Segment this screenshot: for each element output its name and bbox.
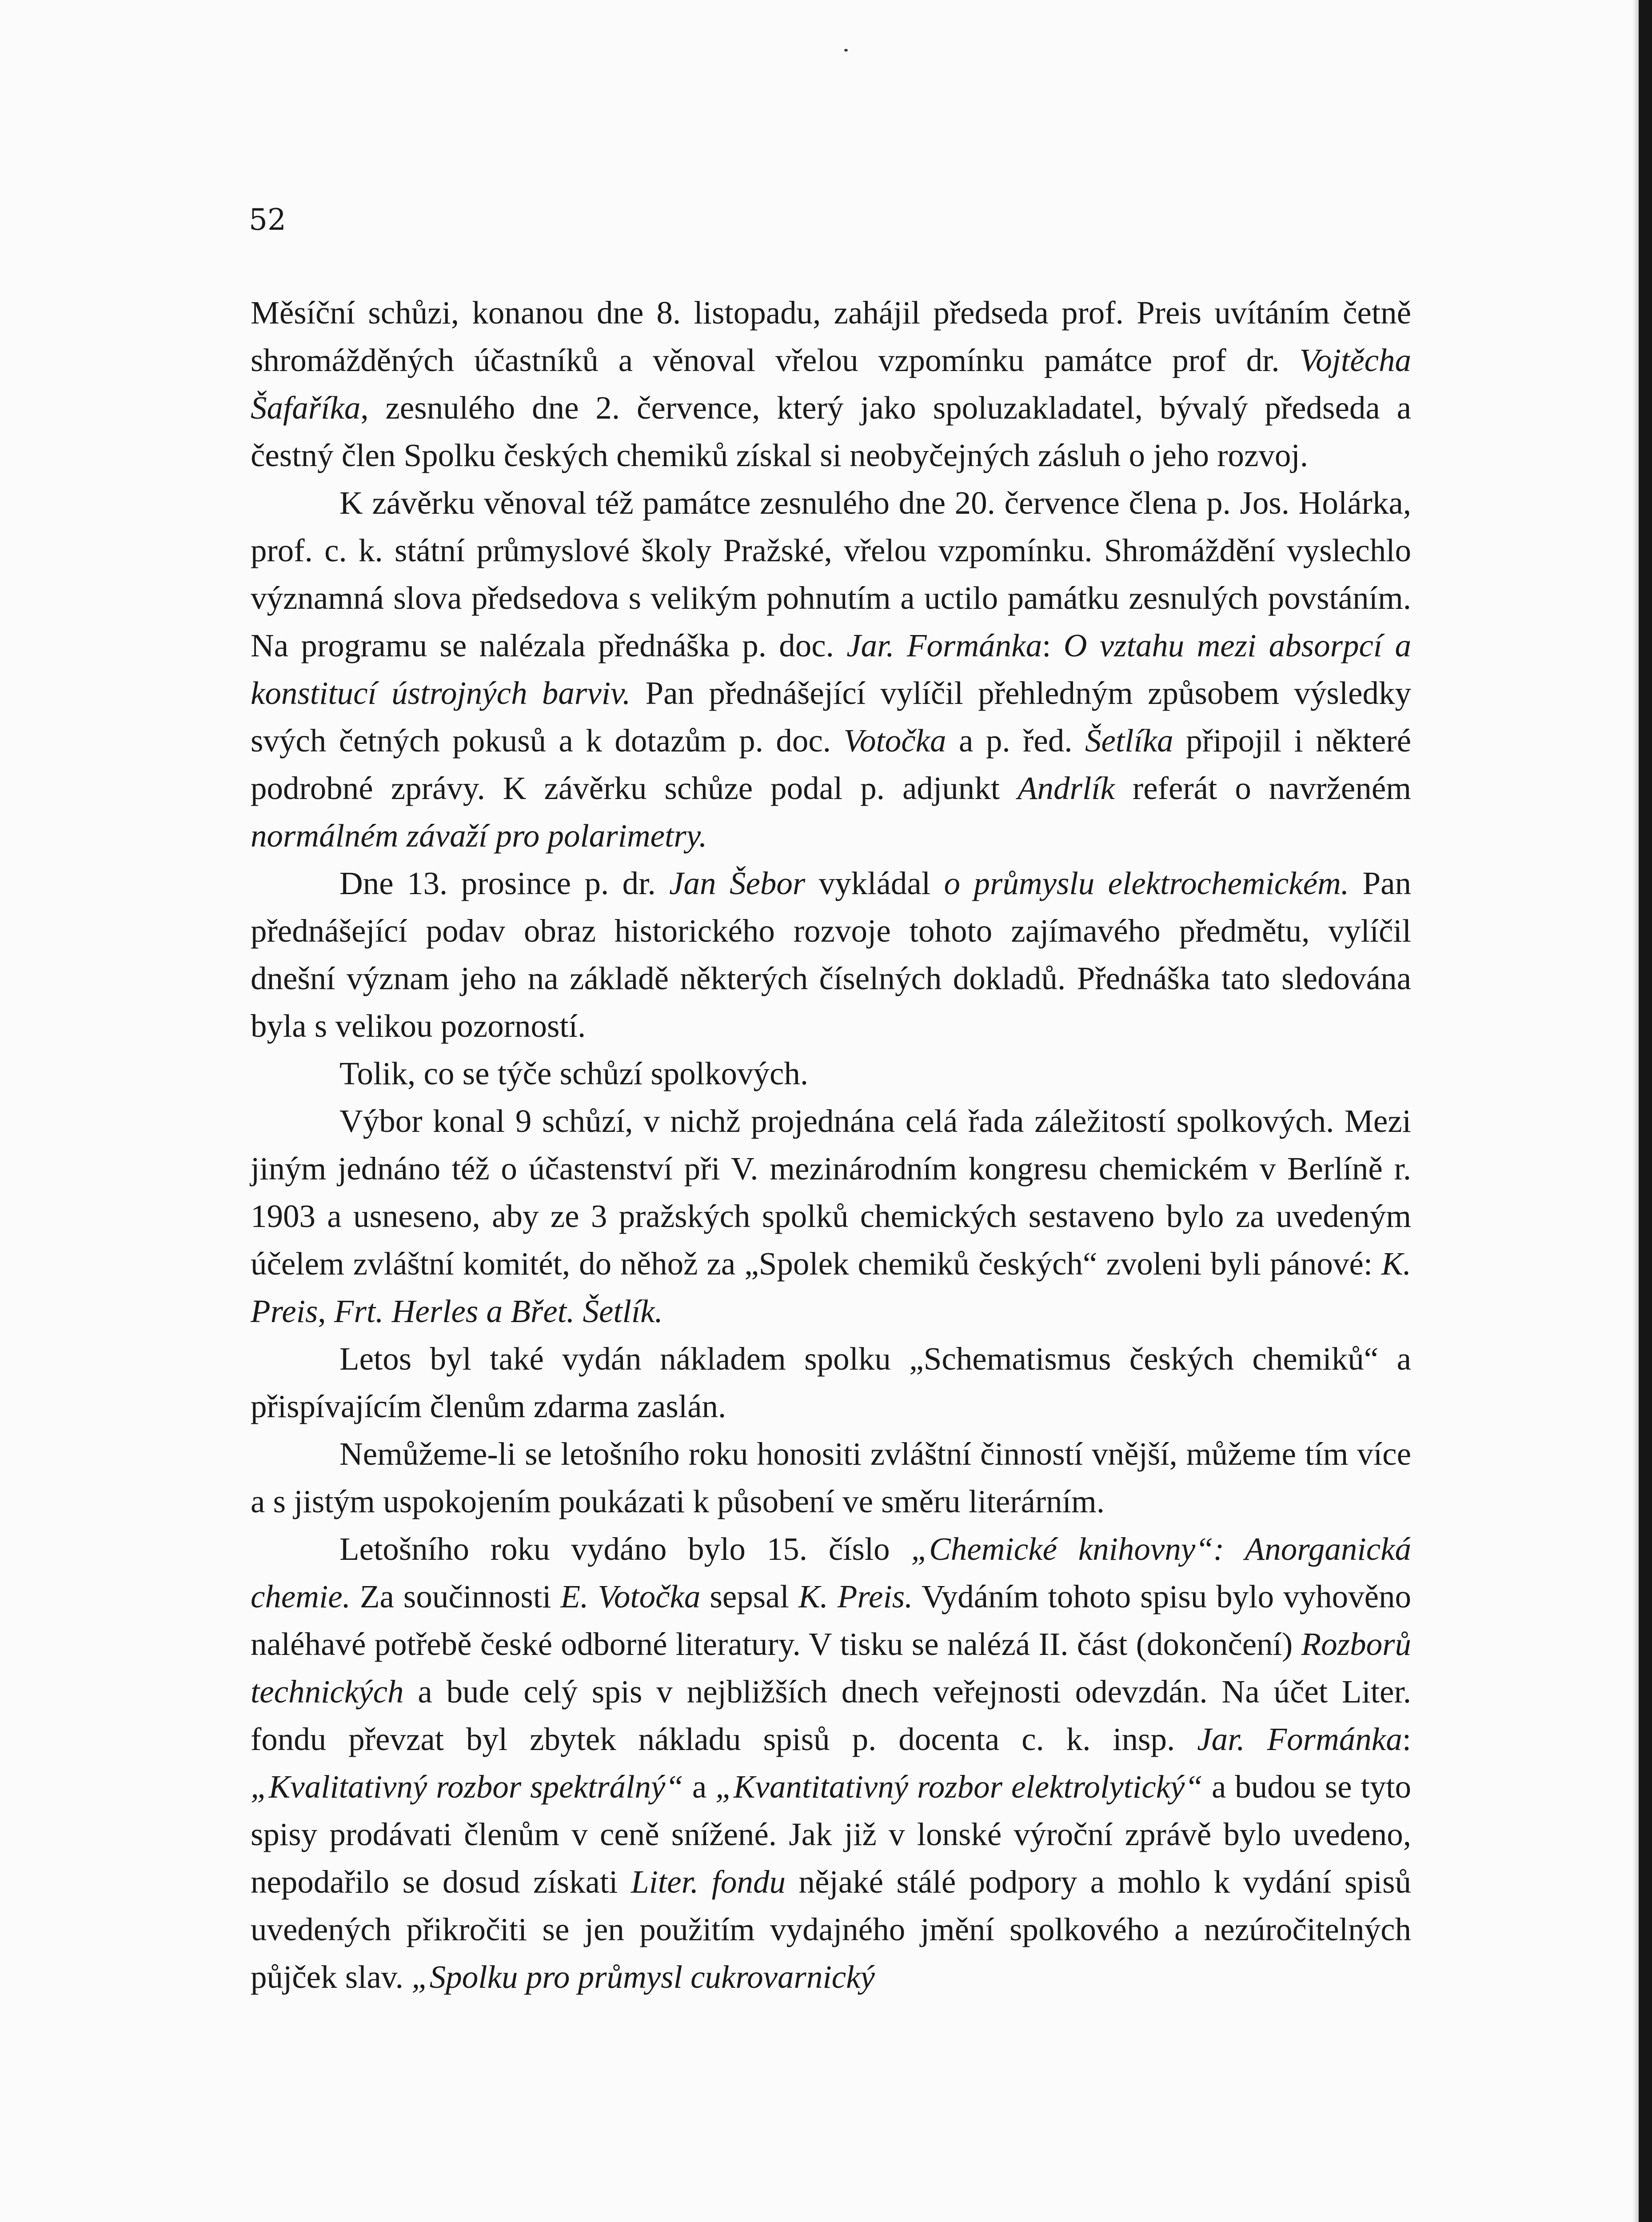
body-text [251, 289, 1411, 2001]
page-edge-shadow [1632, 0, 1639, 2222]
text-run: připojil i některé podrobné zprávy. K závěrku schůze podal p. adjunkt [251, 723, 1411, 806]
text-run: Tolik, co se týče schůzí spolkových. [339, 1055, 809, 1091]
italic-run: Frt. Herles a Břet. Šetlík. [334, 1293, 663, 1329]
italic-run: Rozborů technických [251, 1626, 1411, 1710]
text-run: : [1402, 1721, 1411, 1757]
paragraph [251, 1525, 1411, 2001]
italic-run: Jar. Formánka [846, 627, 1042, 663]
text-run: Dne 13. prosince p. dr. [339, 865, 670, 901]
italic-run: normálném závaží pro polarimetry. [251, 818, 707, 854]
italic-run: Jan Šebor [669, 865, 806, 901]
italic-run: o průmyslu elektrochemickém. [944, 865, 1349, 901]
italic-run: Jar. Formánka [1197, 1721, 1402, 1757]
text-run: Letos byl také vydán nákladem spolku „Schematismus českých chemiků“ a přispívajícím členům zdarma zaslán. [251, 1341, 1411, 1424]
italic-run: K. Preis. [798, 1579, 913, 1615]
italic-run: „Spolku pro průmysl cukrovarnický [411, 1959, 875, 1995]
italic-run: „Chemické knihovny“: Anorganická chemie. [251, 1531, 1411, 1615]
paragraph [251, 1097, 1411, 1335]
text-run: referát o navrženém [1114, 770, 1412, 806]
text-run: Měsíční schůzi, konanou dne 8. listopadu, zahájil předseda prof. Preis uvítáním četně shromážděných účastníků a věnoval vřelou vzpomínku památce prof dr. [251, 295, 1411, 378]
italic-run: „Kvantitativný rozbor elektrolytický“ [715, 1769, 1203, 1805]
text-run: Letošního roku vydáno bylo 15. číslo [339, 1531, 911, 1567]
text-run: Pan přednášející vylíčil přehledným způsobem výsledky svých četných pokusů a k dotazům p. doc. [251, 675, 1412, 759]
italic-run: K. Preis [251, 1246, 1411, 1329]
text-run: : [1042, 627, 1064, 663]
paragraph [251, 479, 1411, 859]
page-number: 52 [249, 203, 286, 237]
italic-run: Andrlík [1017, 770, 1115, 806]
text-run: Výbor konal 9 schůzí, v nichž projednána celá řada záležitostí spolkových. Mezi jiným jednáno též o účastenství při V. mezinárodním kongresu chemickém v Berlíně r. 1903 a usneseno, aby ze 3 pražských spolků chemických sestaveno bylo za uvedeným účelem zvláštní komitét, do něhož za „Spolek chemiků českých“ zvoleni byli pánové: [251, 1103, 1411, 1282]
italic-run: Votočka [843, 723, 946, 759]
text-run: , zesnulého dne 2. července, který jako spoluzakladatel, bývalý předseda a čestný člen Spolku českých chemiků získal si neobyčejných zásluh o jeho rozvoj. [251, 390, 1411, 473]
italic-run: Liter. fondu [631, 1864, 786, 1900]
paragraph [251, 859, 1411, 1050]
italic-run: Šetlíka [1085, 723, 1173, 759]
text-run: sepsal [700, 1579, 798, 1615]
text-run: , [318, 1293, 334, 1329]
paragraph [251, 1050, 1411, 1097]
text-run: Nemůžeme-li se letošního roku honositi zvláštní činností vnější, můžeme tím více a s jistým uspokojením poukázati k působení ve směru literárním. [251, 1436, 1411, 1519]
text-run: a p. řed. [946, 723, 1085, 759]
text-run: a budou se tyto spisy prodávati členům v ceně snížené. Jak již v lonské výroční zprávě bylo uvedeno, nepodařilo se dosud získati [251, 1769, 1412, 1900]
text-run: a [683, 1769, 716, 1805]
text-run: nějaké stálé podpory a mohlo k vydání spisů uvedených přikročiti se jen použitím vydajného jmění spolkového a nezúročitelných půjček slav. [251, 1864, 1411, 1995]
paragraph [251, 289, 1411, 479]
italic-run: „Kvalitativný rozbor spektrálný“ [251, 1769, 683, 1805]
text-run: a bude celý spis v nejbližších dnech veřejnosti odevzdán. Na účet Liter. fondu převzat byl zbytek nákladu spisů p. docenta c. k. insp. [251, 1674, 1411, 1757]
paragraph [251, 1430, 1411, 1525]
paragraph [251, 1335, 1411, 1430]
italic-run: O vztahu mezi absorpcí a konstitucí ústrojných barviv. [251, 627, 1411, 711]
italic-run: Vojtěcha Šafaříka [251, 342, 1411, 426]
text-run: Za součinnosti [350, 1579, 561, 1615]
text-run: K závěrku věnoval též památce zesnulého dne 20. července člena p. Jos. Holárka, prof. c. k. státní průmyslové školy Pražské, vřelou vzpomínku. Shromáždění vyslechlo významná slova předsedova s velikým pohnutím a uctilo památku zesnulých povstáním. Na programu se nalézala přednáška p. doc. [251, 485, 1411, 663]
italic-run: E. Votočka [560, 1579, 701, 1615]
ink-speck [844, 49, 848, 52]
text-run: vykládal [805, 865, 944, 901]
scan-border [1639, 0, 1652, 2222]
text-run: Pan přednášející podav obraz historického rozvoje tohoto zajímavého předmětu, vylíčil dnešní význam jeho na základě některých číselných dokladů. Přednáška tato sledována byla s velikou pozorností. [251, 865, 1412, 1044]
text-run: Vydáním tohoto spisu bylo vyhověno naléhavé potřebě české odborné literatury. V tisku se nalézá II. část (dokončení) [251, 1579, 1411, 1662]
